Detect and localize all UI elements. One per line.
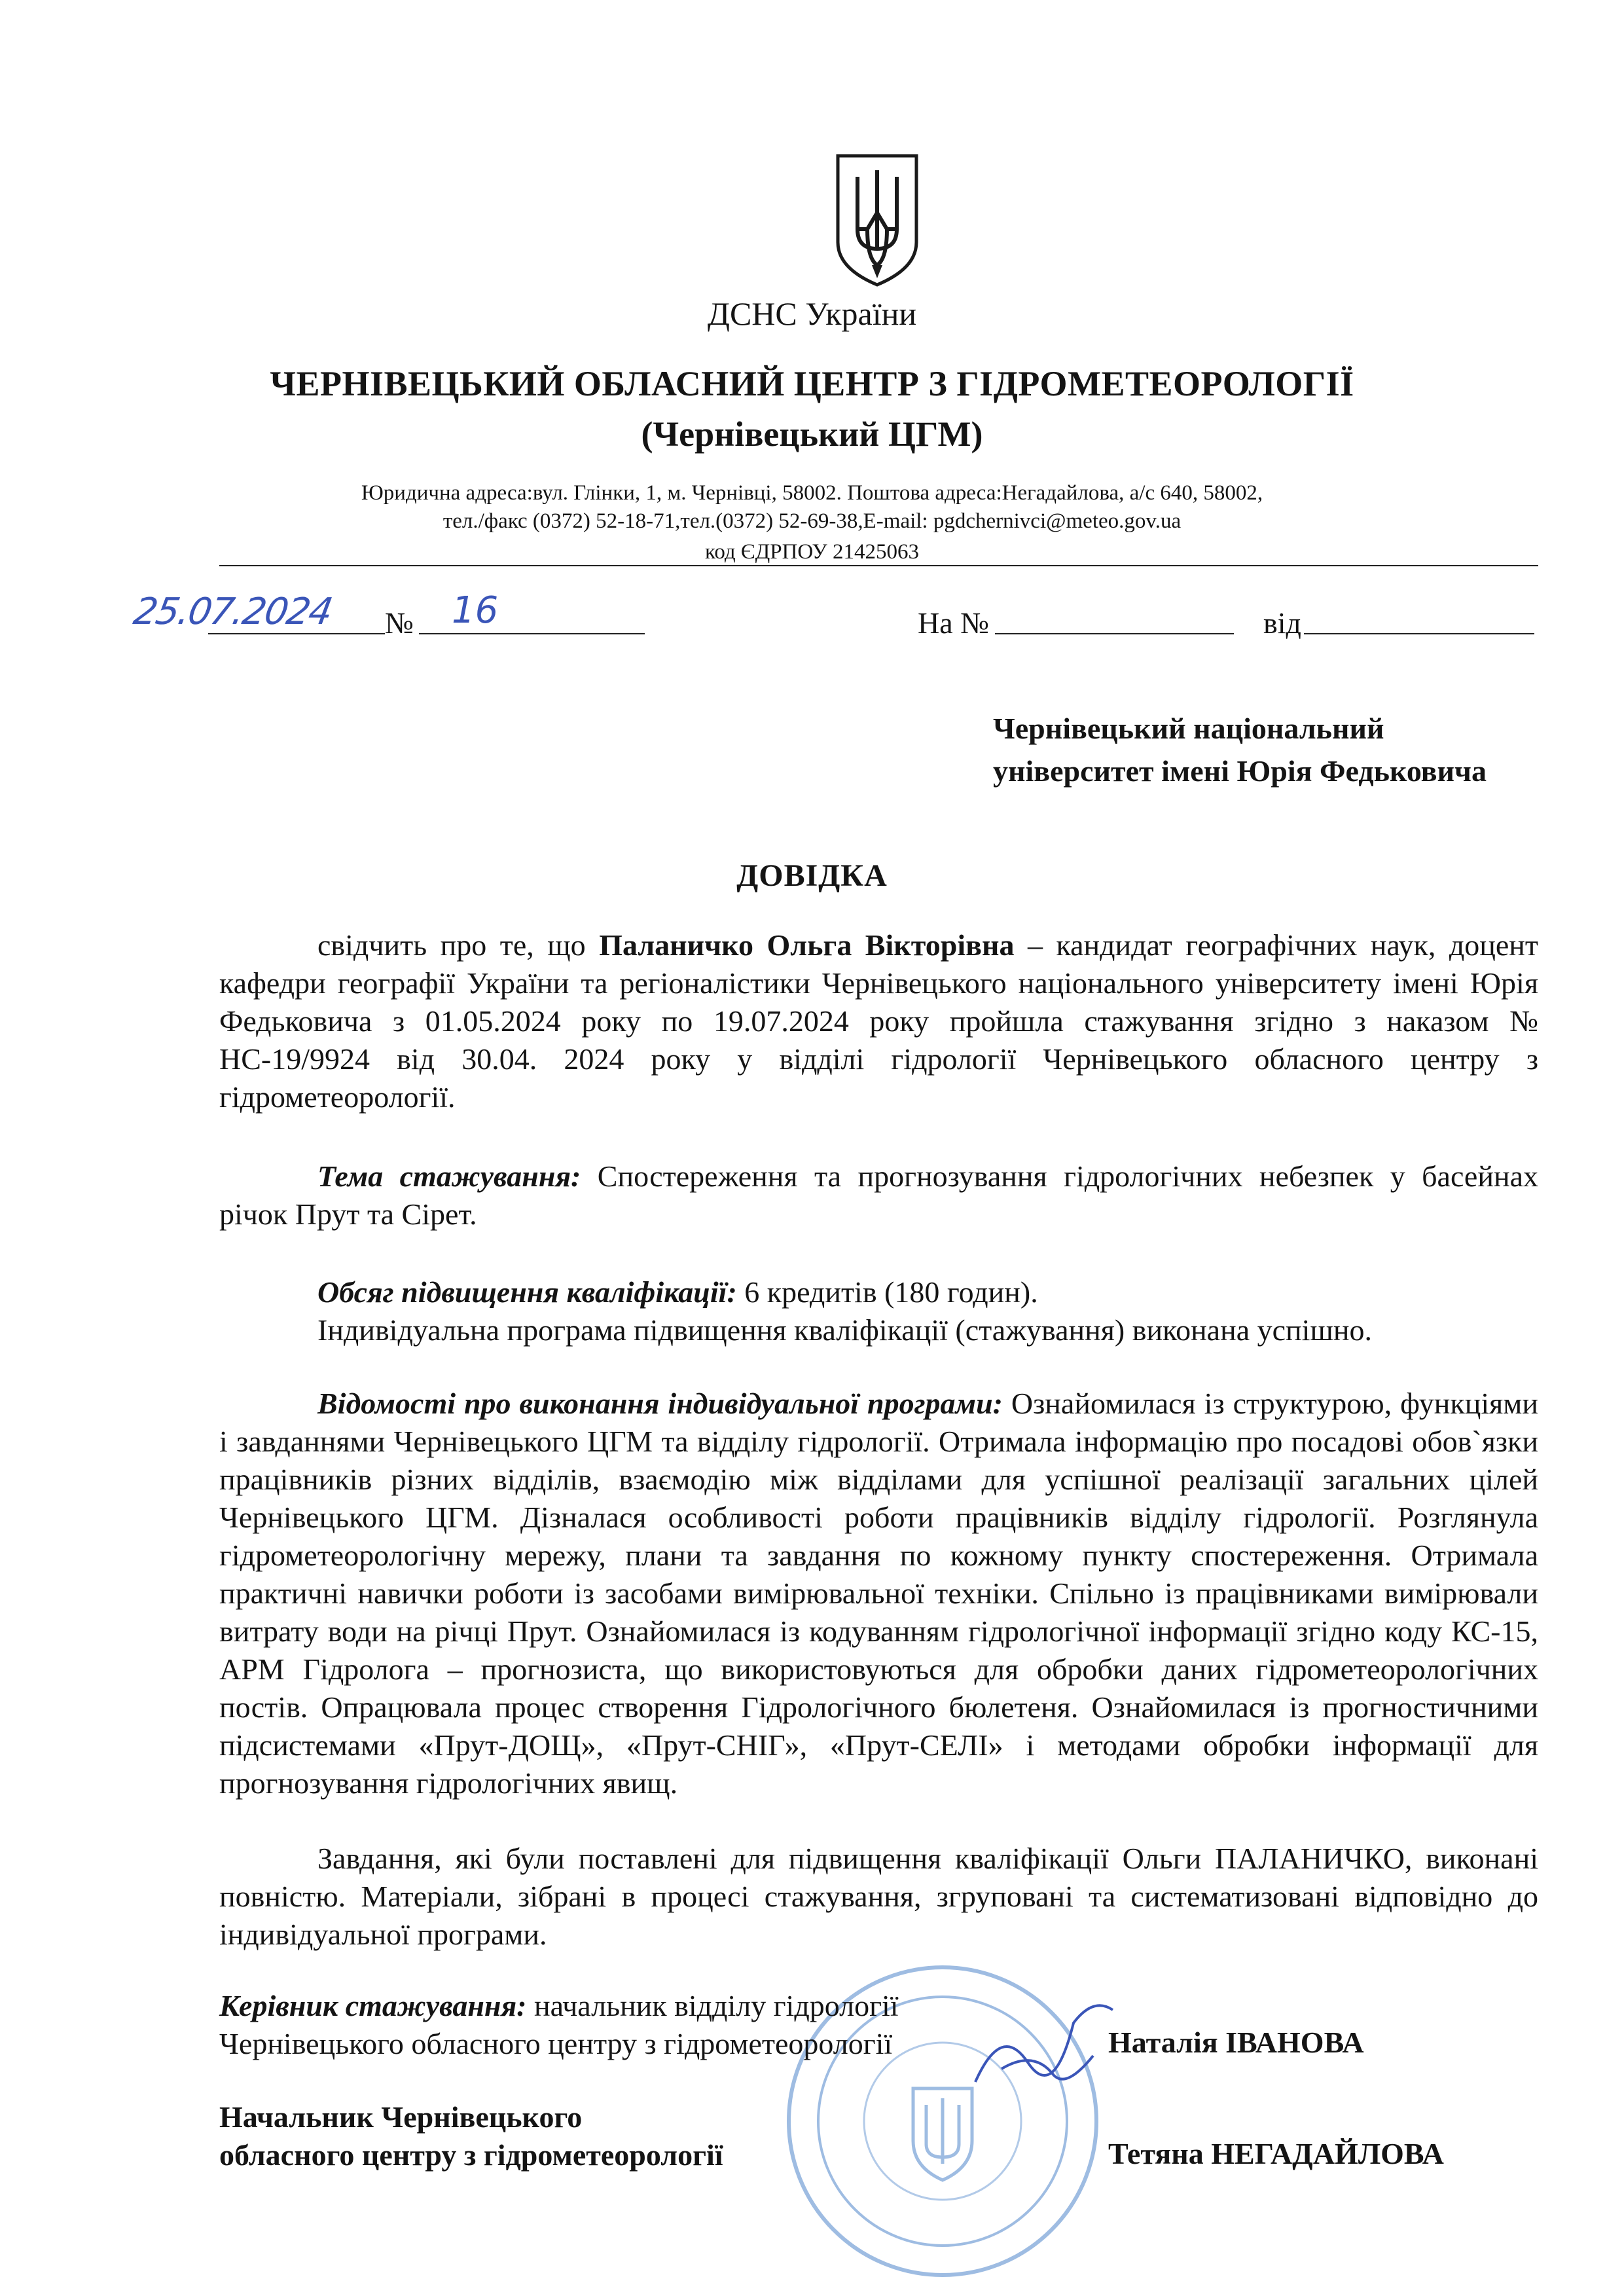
topic-text: Спостереження та прогнозування гідрологічних небезпек у басейнах річок Прут та Сірет. xyxy=(219,1159,1538,1231)
supervisor-org: Чернівецького обласного центру з гідрометеорології xyxy=(219,2027,893,2060)
contacts-line: тел./факс (0372) 52-18-71,тел.(0372) 52-69-38,E-mail: pgdchernivci@meteo.gov.ua xyxy=(442,509,1182,533)
info-text: Ознайомилася із структурою, функціями і завданнями Чернівецького ЦГМ та відділу гідрології. Отримала інформацію про посадові обов`язки працівників різних відділів, взаємодію між відділами для успішної реалізації загальних цілей Чернівецького ЦГМ. Дізналася особливості роботи працівників відділу гідрології. Розглянула гідрометеорологічну мережу, плани та завдання по кожному пункту спостереження. Отримала практичні навички роботи із засобами вимірювальної техніки. Спільно із працівниками вимірювали витрату води на річці Прут. Ознайомилася із кодуванням гідрологічної інформації згідно коду КС-15, АРМ Гідролога – прогнозиста, що використовуються для обробки даних гідрометеорологічних постів. Опрацювала процес створення Гідрологічного бюлетеня. Ознайомилася із прогностичними підсистемами «Прут-ДОЩ», «Прут-СНІГ», «Прут-СЕЛІ» і методами обробки інформації для прогнозування гідрологічних явищ. xyxy=(219,1387,1538,1800)
outgoing-number-label: № xyxy=(385,606,414,640)
info-label: Відомості про виконання індивідуальної програми: xyxy=(317,1387,1003,1420)
outgoing-number-handwritten: 16 xyxy=(452,589,499,632)
signature-block-supervisor xyxy=(219,1987,899,2063)
body-paragraph-volume xyxy=(219,1273,1538,1349)
head-org: обласного центру з гідрометеорології xyxy=(219,2138,723,2172)
body-paragraph-topic xyxy=(219,1157,1538,1233)
address-line: Юридична адреса:вул. Глінки, 1, м. Чернівці, 58002. Поштова адреса:Негадайлова, а/с 640, 58002, xyxy=(361,481,1263,505)
outgoing-date-handwritten: 25.07.2024 xyxy=(130,591,335,633)
p1-start: свідчить про те, що xyxy=(317,928,600,962)
organization-short-name: (Чернівецький ЦГМ) xyxy=(641,414,983,454)
body-paragraph-certification xyxy=(219,926,1538,1116)
edrpou-code: код ЄДРПОУ 21425063 xyxy=(704,540,920,564)
reference-number-label: На № xyxy=(918,606,990,640)
supervisor-role: начальник відділу гідрології xyxy=(526,1989,899,2022)
reference-date-line xyxy=(1304,633,1534,634)
handwritten-signature xyxy=(962,1984,1119,2102)
head-name: Тетяна НЕГАДАЙЛОВА xyxy=(1108,2137,1444,2170)
reference-date-label: від xyxy=(1263,606,1301,640)
document-title: ДОВІДКА xyxy=(736,858,888,893)
reference-number-line xyxy=(995,633,1234,634)
supervisor-label: Керівник стажування: xyxy=(219,1989,527,2022)
body-paragraph-conclusion: Завдання, які були поставлені для підвищення кваліфікації Ольги ПАЛАНИЧКО, виконані повністю. Матеріали, зібрані в процесі стажування, згруповані та систематизовані відповідно до індивідуальної програми. xyxy=(219,1842,1538,1951)
topic-label: Тема стажування: xyxy=(317,1159,581,1193)
recipient-line: університет імені Юрія Федьковича xyxy=(993,754,1487,788)
body-paragraph-program-info xyxy=(219,1385,1538,1802)
organization-name: ЧЕРНІВЕЦЬКИЙ ОБЛАСНИЙ ЦЕНТР З ГІДРОМЕТЕОРОЛОГІЇ xyxy=(270,364,1354,403)
p1-rest: – кандидат географічних наук, доцент кафедри географії України та регіоналістики Чернівецького національного університету імені Юрія Федьковича з 01.05.2024 року по 19.07.2024 року пройшла стажування згідно з наказом № НС-19/9924 від 30.04. 2024 року у відділі гідрології Чернівецького обласного центру з гідрометеорології. xyxy=(219,928,1538,1114)
volume-label: Обсяг підвищення кваліфікації: xyxy=(317,1275,737,1309)
outgoing-number-line xyxy=(419,633,645,634)
outgoing-date-line xyxy=(208,633,385,634)
recipient-line: Чернівецький національний xyxy=(993,712,1384,745)
signature-block-head xyxy=(219,2098,723,2174)
volume-line2: Індивідуальна програма підвищення кваліфікації (стажування) виконана успішно. xyxy=(317,1313,1372,1347)
volume-text: 6 кредитів (180 годин). xyxy=(736,1275,1038,1309)
supervisor-name: Наталія ІВАНОВА xyxy=(1108,2026,1364,2059)
header-divider xyxy=(219,565,1538,566)
agency-name: ДСНС України xyxy=(707,295,917,332)
head-role: Начальник Чернівецького xyxy=(219,2100,583,2134)
person-name: Паланичко Ольга Вікторівна xyxy=(599,928,1015,962)
recipient-block xyxy=(993,707,1487,792)
trident-coat-of-arms-icon xyxy=(831,151,923,288)
